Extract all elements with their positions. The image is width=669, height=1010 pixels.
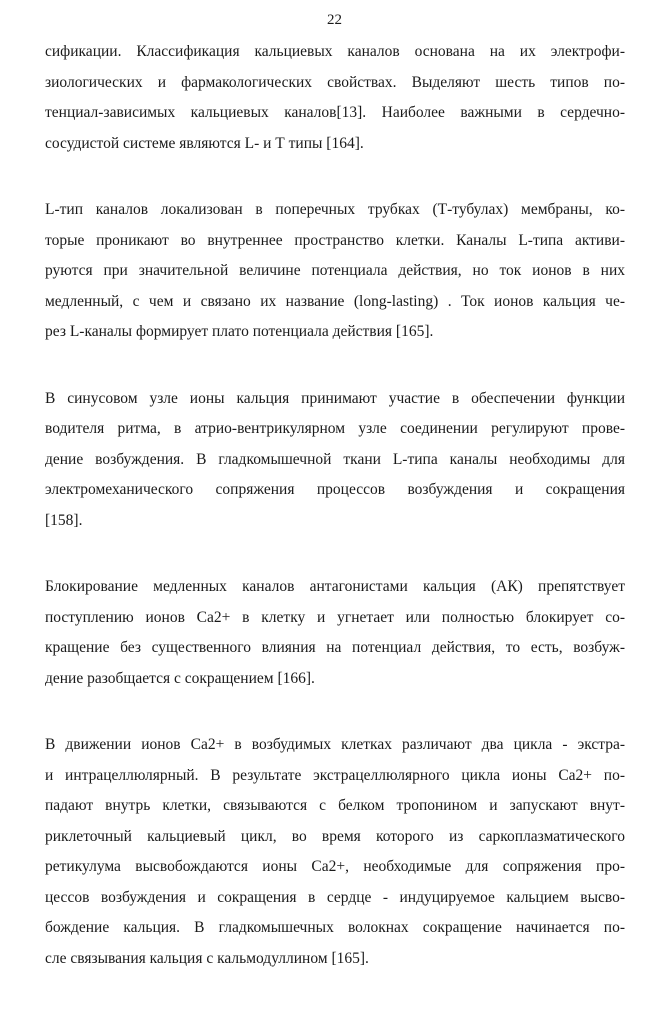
text-line: В синусовом узле ионы кальция принимают участие в обеспечении функции bbox=[45, 389, 625, 407]
page-number: 22 bbox=[327, 12, 342, 28]
text-line: кращение без существенного влияния на потенциал действия, то есть, возбуж- bbox=[45, 639, 625, 656]
text-line: ретикулума высвобождаются ионы Са2+, необходимые для сопряжения про- bbox=[45, 858, 625, 875]
text-line: торые проникают во внутреннее пространство клетки. Каналы L-типа активи- bbox=[45, 231, 625, 249]
text-line: и интрацеллюлярный. В результате экстрацеллюлярного цикла ионы Са2+ по- bbox=[45, 766, 625, 784]
text-line: рез L-каналы формирует плато потенциала действия [165]. bbox=[45, 323, 434, 340]
text-line: дение возбуждения. В гладкомышечной ткани L-типа каналы необходимы для bbox=[45, 450, 625, 468]
text-line: сле связывания кальция с кальмодуллином [165]. bbox=[45, 949, 369, 967]
text-line: В движении ионов Са2+ в возбудимых клетках различают два цикла - экстра- bbox=[45, 736, 625, 753]
text-line: сификации. Классификация кальциевых каналов основана на их электрофи- bbox=[45, 43, 625, 60]
text-line: дение разобщается с сокращением [166]. bbox=[45, 669, 315, 687]
text-line: руются при значительной величине потенциала действия, но ток ионов в них bbox=[45, 262, 625, 279]
text-line: поступлению ионов Са2+ в клетку и угнетает или полностью блокирует со- bbox=[45, 608, 625, 626]
paragraph-calcium-channel-classification bbox=[45, 37, 625, 159]
text-line: зиологических и фармакологических свойствах. Выделяют шесть типов по- bbox=[45, 73, 625, 91]
paragraph-sinus-node bbox=[45, 384, 625, 537]
text-line: [158]. bbox=[45, 511, 83, 529]
text-line: L-тип каналов локализован в поперечных трубках (Т-тубулах) мембраны, ко- bbox=[45, 201, 625, 218]
text-line: падают внутрь клетки, связываются с белком тропонином и запускают внут- bbox=[45, 797, 625, 814]
paragraph-l-type-channels bbox=[45, 195, 625, 348]
text-line: сосудистой системе являются L- и Т типы [164]. bbox=[45, 134, 364, 152]
text-line: риклеточный кальциевый цикл, во время которого из саркоплазматического bbox=[45, 827, 625, 845]
paragraph-calcium-cycles bbox=[45, 730, 625, 974]
text-line: тенциал-зависимых кальциевых каналов[13]. Наиболее важными в сердечно- bbox=[45, 104, 625, 121]
text-line: медленный, с чем и связано их название (long-lasting) . Ток ионов кальция че- bbox=[45, 292, 625, 310]
paragraph-calcium-antagonists bbox=[45, 572, 625, 694]
text-line: водителя ритма, в атрио-вентрикулярном узле соединении регулируют прове- bbox=[45, 420, 625, 437]
text-line: бождение кальция. В гладкомышечных волокнах сокращение начинается по- bbox=[45, 919, 625, 936]
page-body bbox=[45, 37, 625, 1010]
text-line: электромеханического сопряжения процессов возбуждения и сокращения bbox=[45, 481, 625, 498]
text-line: цессов возбуждения и сокращения в сердце - индуцируемое кальцием высво- bbox=[45, 888, 625, 906]
text-line: Блокирование медленных каналов антагонистами кальция (АК) препятствует bbox=[45, 578, 625, 595]
